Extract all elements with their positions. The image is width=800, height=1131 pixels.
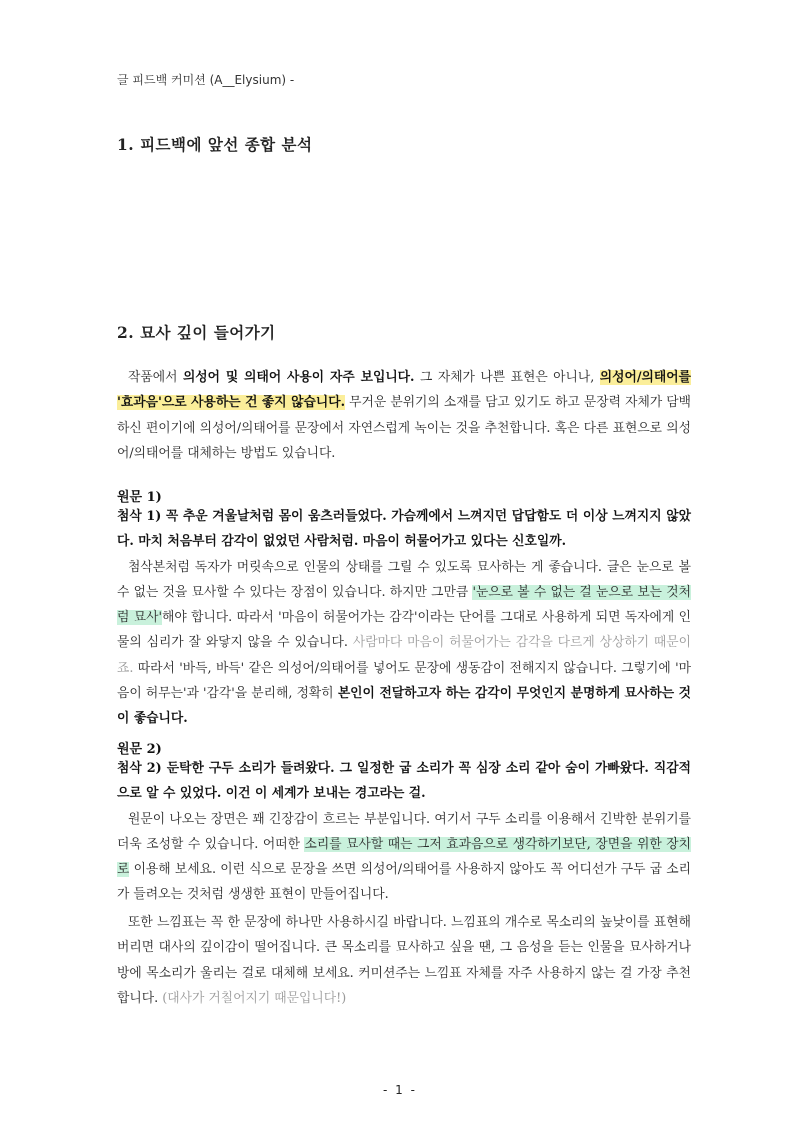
example-1-label: 원문 1) bbox=[117, 490, 162, 505]
closing-muted-note: (대사가 거칠어지기 때문입니다!) bbox=[162, 990, 347, 1006]
intro-text: 그 자체가 나쁜 표현은 아니나, bbox=[414, 370, 600, 385]
example-1-body: 따라서 '바득, 바득' 같은 의성어/의태어를 넣어도 문장에 생동감이 전해지지 않습니다. 그렇기에 '마음이 허무는'과 '감각'을 분리해, 정확히 bbox=[117, 660, 691, 702]
example-1-block bbox=[117, 504, 691, 732]
intro-text: 작품에서 bbox=[128, 370, 183, 385]
intro-highlight: 의성어/의태어를 '효과음'으로 사용하는 건 좋지 않습니다. bbox=[117, 370, 692, 411]
example-2-block bbox=[117, 756, 691, 908]
example-2-correction: 첨삭 2) 둔탁한 구두 소리가 들려왔다. 그 일정한 굽 소리가 꼭 심장 소리 같아 숨이 가빠왔다. 직감적으로 알 수 있었다. 이건 이 세계가 보내는 경고라는 걸. bbox=[117, 761, 691, 802]
section-2-title: 2. 묘사 깊이 들어가기 bbox=[117, 323, 276, 342]
example-1-bold: 본인이 전달하고자 하는 감각이 무엇인지 분명하게 묘사하는 것이 좋습니다. bbox=[117, 686, 691, 727]
closing-text: 또한 느낌표는 꼭 한 문장에 하나만 사용하시길 바랍니다. 느낌표의 개수로 목소리의 높낮이를 표현해버리면 대사의 깊이감이 떨어집니다. 큰 목소리를 묘사하고 싶을 땐, 그 음성을 듣는 인물을 묘사하거나 방에 목소리가 울리는 걸로 대체해 보세요. 커미션주는 느낌표 자체를 자주 사용하지 않는 걸 가장 추천합니다. bbox=[117, 915, 691, 1006]
example-1-correction: 첨삭 1) 꼭 추운 겨울날처럼 몸이 움츠러들었다. 가슴께에서 느껴지던 답답함도 더 이상 느껴지지 않았다. 마치 처음부터 감각이 없었던 사람처럼. 마음이 허물어가고 있다는 신호일까. bbox=[117, 509, 691, 550]
example-2-body: 이용해 보세요. 이런 식으로 문장을 쓰면 의성어/의태어를 사용하지 않아도 꼭 어디선가 구두 굽 소리가 들려오는 것처럼 생생한 표현이 만들어집니다. bbox=[117, 862, 691, 903]
intro-text: 무거운 분위기의 소재를 담고 있기도 하고 문장력 자체가 담백하신 편이기에 의성어/의태어를 문장에서 자연스럽게 녹이는 것을 추천합니다. 혹은 다른 표현으로 의성어/의태어를 대체하는 방법도 있습니다. bbox=[117, 395, 692, 461]
closing-paragraph bbox=[117, 910, 691, 1011]
example-1-body: 첨삭본처럼 독자가 머릿속으로 인물의 상태를 그릴 수 있도록 묘사하는 게 좋습니다. 글은 눈으로 볼 수 없는 것을 묘사할 수 있다는 장점이 있습니다. 하지만 그만큼 bbox=[117, 559, 691, 600]
intro-bold: 의성어 및 의태어 사용이 자주 보입니다. bbox=[182, 370, 415, 385]
example-1-body: 해야 합니다. 따라서 '마음이 허물어가는 감각'이라는 단어를 그대로 사용하게 되면 독자에게 인물의 심리가 잘 와닿지 않을 수 있습니다. bbox=[117, 610, 691, 651]
example-2-label: 원문 2) bbox=[117, 742, 162, 757]
example-2-body: 원문이 나오는 장면은 꽤 긴장감이 흐르는 부분입니다. 여기서 구두 소리를 이용해서 긴박한 분위기를 더욱 조성할 수 있습니다. 어떠한 bbox=[117, 811, 691, 852]
section-1-title: 1. 피드백에 앞선 종합 분석 bbox=[117, 135, 313, 154]
example-1-muted-note: 사람마다 마음이 허물어가는 감각을 다르게 상상하기 때문이죠. bbox=[117, 635, 691, 676]
intro-paragraph bbox=[117, 365, 691, 466]
example-1-highlight: '눈으로 볼 수 없는 걸 눈으로 보는 것처럼 묘사' bbox=[117, 584, 692, 626]
page-number: - 1 - bbox=[383, 1083, 417, 1097]
document-header: 글 피드백 커미션 (A__Elysium) - bbox=[117, 73, 295, 87]
example-2-highlight: 소리를 묘사할 때는 그저 효과음으로 생각하기보단, 장면을 위한 장치로 bbox=[117, 836, 691, 878]
